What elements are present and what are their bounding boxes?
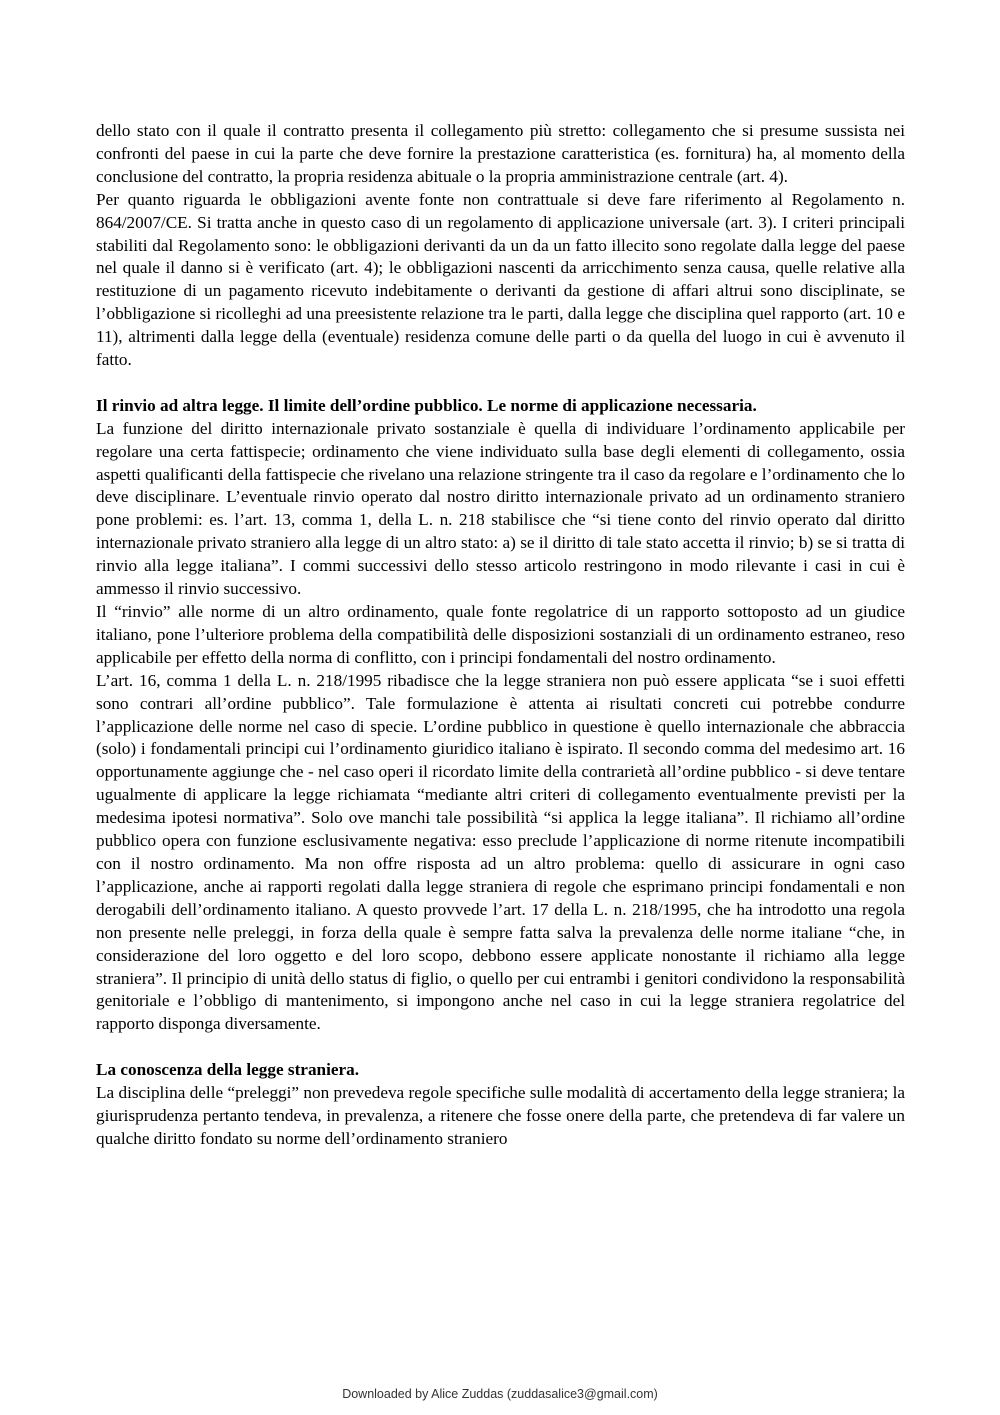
download-footer: Downloaded by Alice Zuddas (zuddasalice3@gmail.com) [342, 1387, 658, 1401]
paragraph-spacer [96, 1036, 905, 1059]
paragraph-contract-law: dello stato con il quale il contratto presenta il collegamento più stretto: collegamento che si presume sussista nei confronti del paese in cui la parte che deve fornire la prestazione caratteristica (es. fornitura) ha, al momento della conclusione del contratto, la propria residenza abituale o la propria amministrazione centrale (art. 4). [96, 121, 905, 186]
paragraph-rinvio-compatibility: Il “rinvio” alle norme di un altro ordinamento, quale fonte regolatrice di un rapporto sottoposto ad un giudice italiano, pone l’ulteriore problema della compatibilità delle disposizioni sostanziali di un ordinamento estraneo, reso applicabile per effetto della norma di conflitto, con i principi fondamentali del nostro ordinamento. [96, 602, 905, 667]
section-heading-foreign-law: La conoscenza della legge straniera. [96, 1060, 360, 1080]
paragraph-non-contractual-obligations: Per quanto riguarda le obbligazioni avente fonte non contrattuale si deve fare riferimento al Regolamento n. 864/2007/CE. Si tratta anche in questo caso di un regolamento di applicazione universale (art. 3). I criteri principali stabiliti dal Regolamento sono: le obbligazioni derivanti da un da un fatto illecito sono regolate dalla legge del paese nel quale il danno si è verificato (art. 4); le obbligazioni nascenti da arricchimento senza causa, quelle relative alla restituzione di un pagamento ricevuto indebitamente o derivanti da gestione di affari altrui sono disciplinate, se l’obbligazione si ricolleghi ad una preesistente relazione tra le parti, dalla legge che disciplina quel rapporto (art. 10 e 11), altrimenti dalla legge della (eventuale) residenza comune delle parti o da quella del luogo in cui è avvenuto il fatto. [96, 189, 905, 370]
section-heading-rinvio: Il rinvio ad altra legge. Il limite dell’ordine pubblico. Le norme di applicazione necessaria. [96, 395, 757, 415]
paragraph-spacer [96, 372, 905, 395]
paragraph-foreign-law-knowledge: La disciplina delle “preleggi” non prevedeva regole specifiche sulle modalità di accertamento della legge straniera; la giurisprudenza pertanto tendeva, in prevalenza, a ritenere che fosse onere della parte, che pretendeva di far valere un qualche diritto fondato su norme dell’ordinamento straniero [96, 1083, 905, 1148]
paragraph-rinvio-function: La funzione del diritto internazionale privato sostanziale è quella di individuare l’ordinamento applicabile per regolare una certa fattispecie; ordinamento che viene individuato sulla base degli elementi di collegamento, ossia aspetti qualificanti della fattispecie che rivelano una relazione stringente tra il caso da regolare e l’ordinamento che lo deve disciplinare. L’eventuale rinvio operato dal nostro diritto internazionale privato ad un ordinamento straniero pone problemi: es. l’art. 13, comma 1, della L. n. 218 stabilisce che “si tiene conto del rinvio operato dal diritto internazionale privato straniero alla legge di un altro stato: a) se il diritto di tale stato accetta il rinvio; b) se si tratta di rinvio alla legge italiana”. I commi successivi dello stesso articolo restringono in modo rilevante i casi in cui è ammesso il rinvio successivo. [96, 418, 905, 599]
document-body [96, 120, 905, 1151]
paragraph-public-order: L’art. 16, comma 1 della L. n. 218/1995 ribadisce che la legge straniera non può essere applicata “se i suoi effetti sono contrari all’ordine pubblico”. Tale formulazione è attenta ai risultati concreti cui potrebbe condurre l’applicazione delle norme nel caso di specie. L’ordine pubblico in questione è quello internazionale che abbraccia (solo) i fondamentali principi cui l’ordinamento giuridico italiano è ispirato. Il secondo comma del medesimo art. 16 opportunamente aggiunge che - nel caso operi il ricordato limite della contrarietà all’ordine pubblico - si deve tentare ugualmente di applicare la legge richiamata “mediante altri criteri di collegamento eventualmente previsti per la medesima ipotesi normativa”. Solo ove manchi tale possibilità “si applica la legge italiana”. Il richiamo all’ordine pubblico opera con funzione esclusivamente negativa: esso preclude l’applicazione di norme ritenute incompatibili con il nostro ordinamento. Ma non offre risposta ad un altro problema: quello di assicurare in ogni caso l’applicazione, anche ai rapporti regolati dalla legge straniera di regole che esprimano principi fondamentali e non derogabili dell’ordinamento italiano. A questo provvede l’art. 17 della L. n. 218/1995, che ha introdotto una regola non presente nelle preleggi, in forza della quale è sempre fatta salva la prevalenza delle norme italiane “che, in considerazione del loro oggetto e del loro scopo, debbono essere applicate nonostante il richiamo alla legge straniera”. Il principio di unità dello status di figlio, o quello per cui entrambi i genitori condividono la responsabilità genitoriale e l’obbligo di mantenimento, si impongono anche nel caso in cui la legge straniera regolatrice del rapporto disponga diversamente. [96, 670, 905, 1034]
